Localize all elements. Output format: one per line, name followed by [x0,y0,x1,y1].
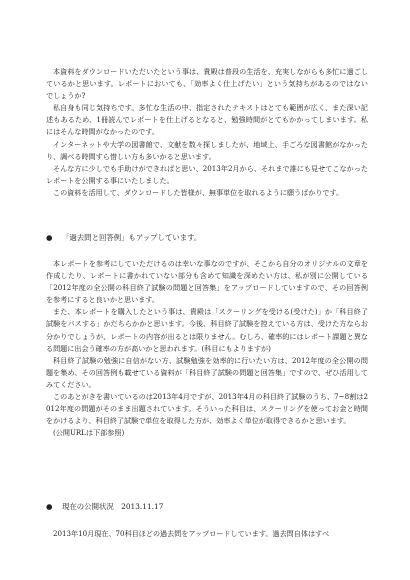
status-heading-text: 現在の公開状況 2013.11.17 [62,502,164,511]
past-exams-section [46,258,368,439]
status-section [46,528,368,540]
past-exams-paragraph-2: また、本レポートを購入したという事は、貴殿は「スクーリングを受ける(受けた)」か「科目終了試験をパスする」かだちらかかと思います。今後、科目終了試験を控えている方は、受けた方ならお分かりでしょうが、レポートの内容が出るとは限りません。むしろ、確率的にはレポート課題と異なる問題に出会う確率の方が高いかと思われます。(科目にもよりますが) [46,307,368,353]
intro-paragraph-2: 私自身も同じ気持ちです。多忙な生活の中、指定されたテキストはとても範囲が広く、また深い記述もあるため、1冊読んでレポートを仕上げるとなると、勉強時間がとてもかかってしまいます。私にはそんな時間がなかったのです。 [46,103,368,137]
status-paragraph-1: 2013年10月現在、70科目ほどの過去問をアップロードしています。過去問自体はすべ [53,529,330,538]
bullet-icon: ● [46,502,53,511]
intro-section [46,66,368,199]
past-exams-paragraph-4: このあとがきを書いているのは2013年4月ですが、2013年4月の科目終了試験のうち、7~8割は2012年度の問題がそのまま出題されています。そういった科目は、スクーリングを使ってお金と時間をかけるより、科目終了試験で単位を取得した方が、効率よく単位が取得できるかと思います。 [46,392,368,426]
intro-paragraph-1: 本資料をダウンロードいただいたという事は、貴殿は普段の生活を、充実しながらも多忙に過ごしているかと思います。レポートにおいても、「効率よく仕上げたい」という気持ちがあるのではないでしょうか? [46,67,368,101]
status-heading [46,501,368,513]
past-exams-paragraph-3: 科目終了試験の勉強に自信がない方、試験勉強を効率的に行いたい方は、2012年度の全公開の問題を集め、その回答例も載せている資料が「科目終了試験の問題と回答集」ですので、ぜひ活用してみてください。 [46,355,368,389]
past-exams-paragraph-1: 本レポートを参考にしていただけるのは幸いな事なのですが、そこから自分のオリジナルの文章を作成したり、レポートに書かれていない部分も含めて知識を深めたい方は、私が別に公開している「2012年度の全公開の科目終了試験の問題と回答集」をアップロードしていますので、その回答例を参考にすると良いかと思います。 [46,259,368,305]
intro-paragraph-4: そんな方に少しでも手助けができればと思い、2013年2月から、それまで誰にも見せてこなかったレポートを公開する事にいたしました。 [46,163,368,185]
intro-paragraph-5: この資料を活用して、ダウンロードした皆様が、無事単位を取れるように願うばかりです。 [53,187,344,197]
intro-paragraph-3: インターネットや大学の図書館で、文献を数々探しましたが、地域上、手ごろな図書館がなかったり、調べる時間すら惜しい方も多いかると思います。 [46,139,368,161]
url-note: (公開URLは下部参照) [53,428,125,438]
past-exams-heading-text: 「過去問と回答例」もアップしています。 [62,233,202,242]
bullet-icon: ● [46,233,53,242]
past-exams-heading [46,232,368,244]
